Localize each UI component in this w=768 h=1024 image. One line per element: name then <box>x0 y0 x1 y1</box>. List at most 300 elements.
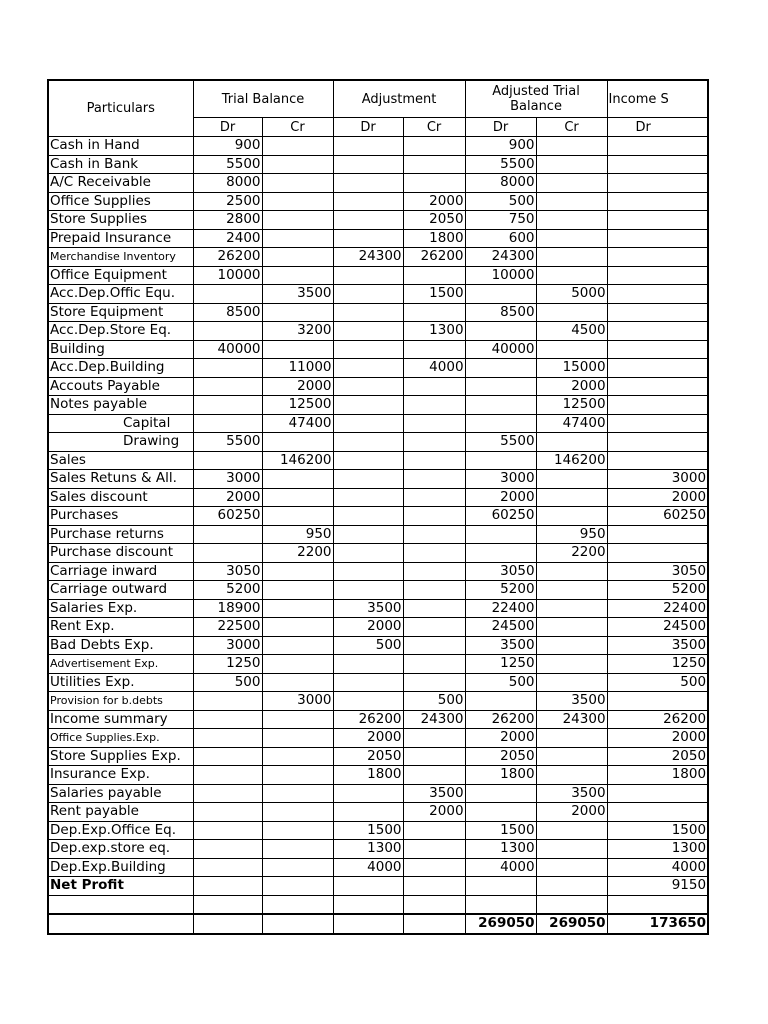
cell-tb-dr <box>193 359 262 378</box>
cell-label: Sales discount <box>48 488 193 507</box>
cell-adj-dr <box>333 414 403 433</box>
cell-label: Notes payable <box>48 396 193 415</box>
cell-adj-dr <box>333 562 403 581</box>
cell-adj-dr <box>333 303 403 322</box>
cell-label: Purchase returns <box>48 525 193 544</box>
cell-adj-cr <box>403 821 465 840</box>
cell-tb-dr: 8000 <box>193 174 262 193</box>
cell-atb-dr: 1250 <box>465 655 536 674</box>
cell-label: Advertisement Exp. <box>48 655 193 674</box>
cell-tb-dr: 60250 <box>193 507 262 526</box>
table-row <box>48 285 708 304</box>
cell-adj-dr: 26200 <box>333 710 403 729</box>
cell-adj-dr <box>333 174 403 193</box>
cell-atb-cr <box>536 229 607 248</box>
cell-is-dr: 1500 <box>607 821 708 840</box>
cell-is-dr: 60250 <box>607 507 708 526</box>
cell-tb-dr: 500 <box>193 673 262 692</box>
worksheet-body <box>48 137 708 915</box>
cell-label: Merchandise Inventory <box>48 248 193 267</box>
cell-adj-dr <box>333 488 403 507</box>
table-row <box>48 174 708 193</box>
cell-atb-dr: 5500 <box>465 433 536 452</box>
cell-adj-dr: 2000 <box>333 729 403 748</box>
worksheet-table <box>47 79 709 935</box>
cell-label: Dep.exp.store eq. <box>48 840 193 859</box>
cell-adj-dr <box>333 673 403 692</box>
cell-is-dr: 2000 <box>607 729 708 748</box>
cell-tb-dr: 5500 <box>193 433 262 452</box>
cell-label: Purchases <box>48 507 193 526</box>
cell-adj-dr: 2050 <box>333 747 403 766</box>
cell-adj-cr: 3500 <box>403 784 465 803</box>
cell-label: Acc.Dep.Offic Equ. <box>48 285 193 304</box>
cell-atb-cr: 3500 <box>536 784 607 803</box>
cell-label: Prepaid Insurance <box>48 229 193 248</box>
cell-atb-cr <box>536 599 607 618</box>
table-row <box>48 470 708 489</box>
cell-tb-dr <box>193 877 262 896</box>
cell-is-dr: 3500 <box>607 636 708 655</box>
cell-atb-cr <box>536 192 607 211</box>
cell-label: Cash in Bank <box>48 155 193 174</box>
cell-label: Sales Retuns & All. <box>48 470 193 489</box>
cell-label: Store Supplies <box>48 211 193 230</box>
cell-tb-cr <box>262 673 333 692</box>
cell-tb-dr <box>193 414 262 433</box>
cell-adj-dr <box>333 340 403 359</box>
cell-tb-cr: 3500 <box>262 285 333 304</box>
table-row <box>48 359 708 378</box>
cell-label: Sales <box>48 451 193 470</box>
cell-adj-cr <box>403 858 465 877</box>
cell-atb-cr <box>536 266 607 285</box>
cell-adj-cr <box>403 266 465 285</box>
cell-tb-cr <box>262 562 333 581</box>
header-income-statement: Income S <box>607 80 708 118</box>
cell-atb-cr <box>536 470 607 489</box>
cell-tb-cr <box>262 174 333 193</box>
cell-adj-dr <box>333 784 403 803</box>
cell-tb-cr <box>262 747 333 766</box>
cell-adj-dr <box>333 581 403 600</box>
cell-adj-cr <box>403 137 465 156</box>
header-particulars: Particulars <box>48 80 193 137</box>
cell-tb-cr <box>262 784 333 803</box>
cell-label: Provision for b.debts <box>48 692 193 711</box>
cell-tb-dr <box>193 451 262 470</box>
table-row <box>48 692 708 711</box>
cell-adj-cr: 4000 <box>403 359 465 378</box>
cell-is-dr <box>607 340 708 359</box>
cell-adj-dr <box>333 470 403 489</box>
cell-is-dr <box>607 803 708 822</box>
cell-label: Dep.Exp.Building <box>48 858 193 877</box>
cell-tb-dr <box>193 821 262 840</box>
cell-adj-cr <box>403 618 465 637</box>
cell-tb-dr <box>193 729 262 748</box>
cell-is-dr: 24500 <box>607 618 708 637</box>
cell-atb-cr: 5000 <box>536 285 607 304</box>
cell-tb-cr <box>262 137 333 156</box>
cell-atb-dr <box>465 803 536 822</box>
table-row <box>48 192 708 211</box>
cell-atb-dr: 60250 <box>465 507 536 526</box>
cell-tb-dr: 18900 <box>193 599 262 618</box>
cell-atb-cr <box>536 488 607 507</box>
cell-is-dr: 3000 <box>607 470 708 489</box>
header-adjusted-trial-balance: Adjusted Trial Balance <box>465 80 607 118</box>
cell-tb-cr <box>262 581 333 600</box>
table-row <box>48 377 708 396</box>
cell-atb-dr: 900 <box>465 137 536 156</box>
cell-atb-cr <box>536 840 607 859</box>
table-row <box>48 803 708 822</box>
cell-adj-cr <box>403 766 465 785</box>
cell-atb-dr <box>465 877 536 896</box>
cell-is-dr <box>607 784 708 803</box>
cell-atb-dr: 1500 <box>465 821 536 840</box>
cell-adj-dr: 4000 <box>333 858 403 877</box>
cell-label: Salaries payable <box>48 784 193 803</box>
cell-adj-cr <box>403 155 465 174</box>
cell-adj-cr <box>403 581 465 600</box>
cell-tb-dr: 3000 <box>193 636 262 655</box>
table-row <box>48 396 708 415</box>
cell-atb-dr: 40000 <box>465 340 536 359</box>
cell-label: Purchase discount <box>48 544 193 563</box>
cell-label: Insurance Exp. <box>48 766 193 785</box>
cell-tb-cr <box>262 858 333 877</box>
table-row <box>48 895 708 914</box>
cell-atb-dr: 4000 <box>465 858 536 877</box>
cell-adj-dr <box>333 396 403 415</box>
cell-atb-cr <box>536 248 607 267</box>
cell-atb-dr: 2000 <box>465 729 536 748</box>
cell-atb-dr: 2050 <box>465 747 536 766</box>
table-row <box>48 840 708 859</box>
cell-atb-dr <box>465 784 536 803</box>
cell-is-dr <box>607 396 708 415</box>
cell-adj-cr: 2050 <box>403 211 465 230</box>
cell-tb-dr: 10000 <box>193 266 262 285</box>
table-row <box>48 581 708 600</box>
cell-atb-cr <box>536 821 607 840</box>
cell-adj-dr <box>333 507 403 526</box>
cell-is-dr <box>607 303 708 322</box>
cell-adj-dr: 1300 <box>333 840 403 859</box>
cell-is-dr <box>607 359 708 378</box>
cell-label: Rent Exp. <box>48 618 193 637</box>
cell-atb-cr <box>536 137 607 156</box>
cell-tb-dr: 2400 <box>193 229 262 248</box>
cell-tb-cr <box>262 192 333 211</box>
cell-atb-dr: 2000 <box>465 488 536 507</box>
totals-is-dr: 173650 <box>607 914 708 934</box>
cell-tb-dr <box>193 710 262 729</box>
cell-atb-cr <box>536 155 607 174</box>
cell-tb-cr <box>262 821 333 840</box>
cell-is-dr <box>607 137 708 156</box>
table-row <box>48 673 708 692</box>
cell-tb-cr <box>262 729 333 748</box>
cell-is-dr <box>607 211 708 230</box>
header-is-dr: Dr <box>607 118 708 137</box>
table-row <box>48 747 708 766</box>
cell-atb-dr <box>465 359 536 378</box>
cell-adj-cr <box>403 599 465 618</box>
worksheet <box>47 79 707 935</box>
cell-atb-cr <box>536 729 607 748</box>
cell-is-dr: 2050 <box>607 747 708 766</box>
cell-tb-dr <box>193 692 262 711</box>
cell-is-dr: 1250 <box>607 655 708 674</box>
header-tb-cr: Cr <box>262 118 333 137</box>
cell-tb-cr <box>262 618 333 637</box>
table-row <box>48 248 708 267</box>
table-row <box>48 821 708 840</box>
table-row <box>48 433 708 452</box>
cell-atb-dr <box>465 414 536 433</box>
cell-tb-dr: 5200 <box>193 581 262 600</box>
cell-is-dr <box>607 285 708 304</box>
cell-tb-cr <box>262 599 333 618</box>
cell-atb-dr: 750 <box>465 211 536 230</box>
table-row <box>48 784 708 803</box>
cell-adj-dr <box>333 285 403 304</box>
table-row <box>48 636 708 655</box>
cell-atb-dr <box>465 544 536 563</box>
cell-is-dr <box>607 414 708 433</box>
cell-tb-cr <box>262 488 333 507</box>
cell-label: Dep.Exp.Office Eq. <box>48 821 193 840</box>
cell-label: Income summary <box>48 710 193 729</box>
cell-is-dr <box>607 229 708 248</box>
cell-adj-cr <box>403 451 465 470</box>
cell-atb-cr <box>536 877 607 896</box>
cell-adj-dr <box>333 229 403 248</box>
cell-tb-dr <box>193 784 262 803</box>
table-row <box>48 618 708 637</box>
cell-tb-dr: 40000 <box>193 340 262 359</box>
table-row <box>48 729 708 748</box>
cell-atb-cr: 12500 <box>536 396 607 415</box>
cell-is-dr <box>607 192 708 211</box>
cell-adj-dr: 2000 <box>333 618 403 637</box>
cell-atb-cr <box>536 766 607 785</box>
cell-is-dr <box>607 377 708 396</box>
cell-label: Cash in Hand <box>48 137 193 156</box>
cell-atb-cr <box>536 673 607 692</box>
cell-label: Capital <box>48 414 193 433</box>
cell-adj-cr <box>403 488 465 507</box>
cell-tb-dr: 2000 <box>193 488 262 507</box>
cell-adj-cr <box>403 303 465 322</box>
cell-tb-dr: 2500 <box>193 192 262 211</box>
header-atb-dr: Dr <box>465 118 536 137</box>
cell-adj-dr: 3500 <box>333 599 403 618</box>
cell-adj-dr <box>333 544 403 563</box>
cell-is-dr <box>607 692 708 711</box>
cell-adj-cr <box>403 174 465 193</box>
cell-adj-cr <box>403 673 465 692</box>
cell-atb-dr: 26200 <box>465 710 536 729</box>
header-adj-dr: Dr <box>333 118 403 137</box>
cell-atb-dr: 1300 <box>465 840 536 859</box>
cell-tb-dr <box>193 895 262 914</box>
cell-adj-dr <box>333 877 403 896</box>
header-tb-dr: Dr <box>193 118 262 137</box>
cell-atb-cr <box>536 581 607 600</box>
cell-tb-cr: 146200 <box>262 451 333 470</box>
cell-adj-cr <box>403 895 465 914</box>
cell-tb-cr <box>262 340 333 359</box>
cell-atb-cr <box>536 562 607 581</box>
cell-tb-dr <box>193 377 262 396</box>
cell-adj-cr <box>403 655 465 674</box>
cell-atb-cr: 47400 <box>536 414 607 433</box>
cell-adj-dr <box>333 322 403 341</box>
cell-atb-dr: 3500 <box>465 636 536 655</box>
cell-adj-dr <box>333 266 403 285</box>
cell-adj-dr <box>333 192 403 211</box>
table-row <box>48 562 708 581</box>
cell-adj-cr: 2000 <box>403 192 465 211</box>
table-row <box>48 766 708 785</box>
table-row <box>48 137 708 156</box>
cell-label: Office Supplies <box>48 192 193 211</box>
cell-atb-cr: 4500 <box>536 322 607 341</box>
cell-tb-dr <box>193 803 262 822</box>
cell-adj-cr <box>403 507 465 526</box>
cell-adj-cr <box>403 877 465 896</box>
cell-tb-cr: 2000 <box>262 377 333 396</box>
cell-tb-dr: 1250 <box>193 655 262 674</box>
table-row <box>48 303 708 322</box>
cell-atb-dr <box>465 451 536 470</box>
cell-adj-dr <box>333 692 403 711</box>
cell-tb-cr <box>262 303 333 322</box>
cell-atb-cr: 15000 <box>536 359 607 378</box>
cell-is-dr: 1800 <box>607 766 708 785</box>
table-row <box>48 414 708 433</box>
cell-atb-dr: 24300 <box>465 248 536 267</box>
cell-is-dr: 3050 <box>607 562 708 581</box>
cell-is-dr: 5200 <box>607 581 708 600</box>
table-row <box>48 858 708 877</box>
cell-atb-dr: 8500 <box>465 303 536 322</box>
cell-tb-dr <box>193 396 262 415</box>
cell-is-dr: 1300 <box>607 840 708 859</box>
cell-adj-cr: 2000 <box>403 803 465 822</box>
cell-is-dr: 4000 <box>607 858 708 877</box>
cell-is-dr <box>607 451 708 470</box>
cell-is-dr: 22400 <box>607 599 708 618</box>
cell-adj-cr <box>403 340 465 359</box>
cell-atb-cr <box>536 895 607 914</box>
cell-adj-cr <box>403 747 465 766</box>
cell-label: Bad Debts Exp. <box>48 636 193 655</box>
cell-atb-cr: 146200 <box>536 451 607 470</box>
cell-adj-cr <box>403 544 465 563</box>
cell-tb-cr: 950 <box>262 525 333 544</box>
cell-tb-cr <box>262 655 333 674</box>
cell-is-dr <box>607 155 708 174</box>
cell-atb-dr: 3000 <box>465 470 536 489</box>
totals-tb-dr <box>193 914 262 934</box>
cell-label: Acc.Dep.Store Eq. <box>48 322 193 341</box>
cell-atb-cr <box>536 303 607 322</box>
table-row <box>48 488 708 507</box>
cell-adj-dr: 24300 <box>333 248 403 267</box>
cell-label: Office Equipment <box>48 266 193 285</box>
cell-tb-dr <box>193 322 262 341</box>
cell-adj-dr: 1800 <box>333 766 403 785</box>
table-row <box>48 599 708 618</box>
table-row <box>48 655 708 674</box>
cell-tb-cr <box>262 877 333 896</box>
cell-label: Store Equipment <box>48 303 193 322</box>
cell-adj-cr <box>403 396 465 415</box>
cell-adj-cr: 500 <box>403 692 465 711</box>
cell-is-dr <box>607 433 708 452</box>
table-row <box>48 877 708 896</box>
cell-atb-dr: 24500 <box>465 618 536 637</box>
table-row <box>48 211 708 230</box>
cell-adj-dr <box>333 525 403 544</box>
cell-tb-cr <box>262 266 333 285</box>
cell-tb-dr <box>193 858 262 877</box>
cell-adj-dr <box>333 377 403 396</box>
cell-atb-dr <box>465 525 536 544</box>
cell-tb-cr <box>262 433 333 452</box>
table-row <box>48 340 708 359</box>
cell-adj-dr: 500 <box>333 636 403 655</box>
cell-adj-cr <box>403 470 465 489</box>
cell-label: A/C Receivable <box>48 174 193 193</box>
cell-atb-dr <box>465 895 536 914</box>
cell-adj-dr <box>333 803 403 822</box>
header-atb-cr: Cr <box>536 118 607 137</box>
cell-tb-cr <box>262 636 333 655</box>
cell-tb-dr <box>193 525 262 544</box>
cell-atb-cr <box>536 174 607 193</box>
table-row <box>48 229 708 248</box>
cell-atb-dr: 22400 <box>465 599 536 618</box>
totals-label <box>48 914 193 934</box>
cell-atb-dr: 10000 <box>465 266 536 285</box>
header-adjustment: Adjustment <box>333 80 465 118</box>
cell-tb-cr: 12500 <box>262 396 333 415</box>
cell-is-dr <box>607 895 708 914</box>
cell-adj-cr <box>403 377 465 396</box>
cell-adj-cr: 1800 <box>403 229 465 248</box>
cell-atb-cr <box>536 211 607 230</box>
cell-tb-dr <box>193 285 262 304</box>
cell-adj-dr <box>333 211 403 230</box>
cell-adj-cr <box>403 433 465 452</box>
cell-adj-cr <box>403 414 465 433</box>
cell-atb-dr: 500 <box>465 192 536 211</box>
cell-atb-cr <box>536 340 607 359</box>
cell-is-dr <box>607 266 708 285</box>
cell-is-dr <box>607 248 708 267</box>
cell-tb-dr <box>193 766 262 785</box>
cell-adj-dr <box>333 359 403 378</box>
cell-adj-cr <box>403 525 465 544</box>
cell-label: Carriage outward <box>48 581 193 600</box>
cell-tb-cr: 11000 <box>262 359 333 378</box>
